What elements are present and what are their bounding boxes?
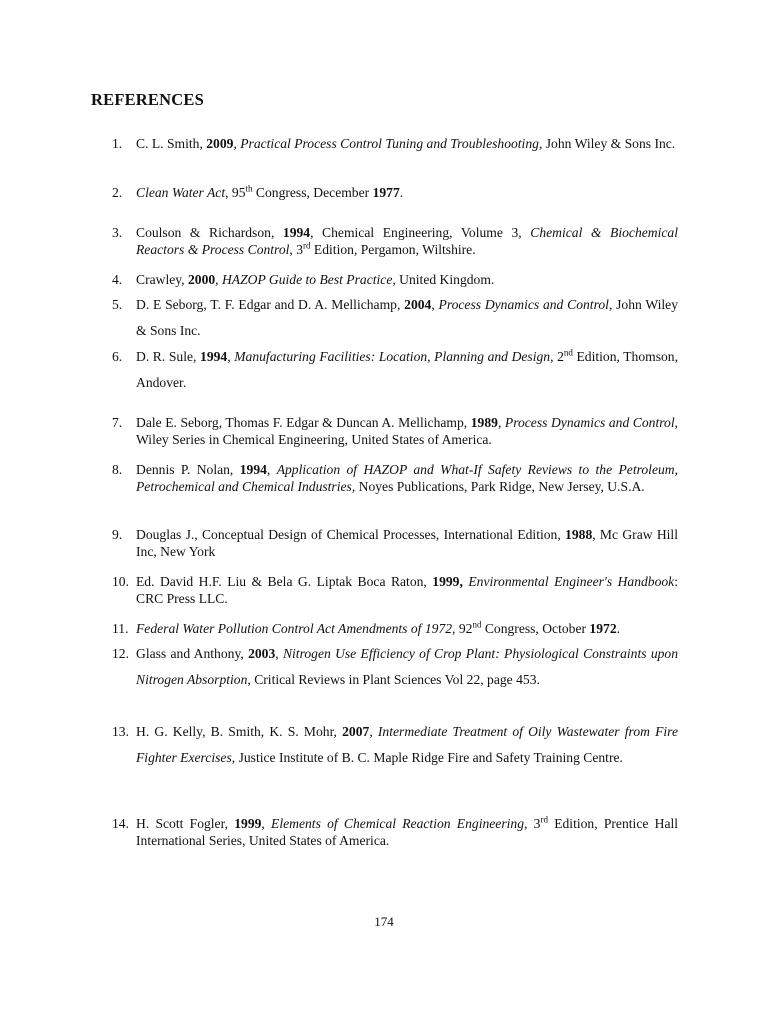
reference-item: 14. H. Scott Fogler, 1999, Elements of Chemical Reaction Engineering, 3rd Edition, Prentice Hall International Series, United States of America. [112, 814, 679, 848]
reference-item: 7. Dale E. Seborg, Thomas F. Edgar & Duncan A. Mellichamp, 1989, Process Dynamics and Control, Wiley Series in Chemical Engineering, United States of America. [112, 415, 679, 447]
reference-title: Manufacturing Facilities: Location, Planning and Design [234, 349, 551, 364]
references-heading: REFERENCES [91, 90, 204, 109]
reference-number: 1. [112, 136, 123, 151]
reference-title: Practical Process Control Tuning and Troubleshooting [240, 136, 539, 151]
reference-number: 4. [112, 272, 123, 287]
reference-number: 12. [112, 646, 129, 661]
reference-number: 3. [112, 225, 123, 240]
reference-item: 9. Douglas J., Conceptual Design of Chemical Processes, International Edition, 1988, Mc Graw Hill Inc, New York [112, 527, 678, 559]
reference-title: Chemical & Biochemical Reactors & Process Control [136, 225, 678, 257]
reference-item: 6. D. R. Sule, 1994, Manufacturing Facilities: Location, Planning and Design, 2nd Edition, Thomson, Andover. [112, 344, 678, 396]
reference-title: Intermediate Treatment of Oily Wastewater from Fire Fighter Exercises [136, 724, 679, 765]
reference-title: Process Dynamics and Control [504, 415, 675, 430]
reference-item: 2. Clean Water Act, 95th Congress, December 1977. [112, 183, 404, 200]
reference-number: 8. [112, 462, 123, 477]
reference-item: 5. D. E Seborg, T. F. Edgar and D. A. Mellichamp, 2004, Process Dynamics and Control, John Wiley & Sons Inc. [112, 292, 678, 344]
reference-number: 14. [112, 816, 129, 831]
reference-number: 7. [112, 415, 123, 430]
reference-number: 9. [112, 527, 123, 542]
reference-item: 10. Ed. David H.F. Liu & Bela G. Liptak Boca Raton, 1999, Environmental Engineer's Handbook: CRC Press LLC. [112, 574, 678, 606]
reference-item: 4. Crawley, 2000, HAZOP Guide to Best Practice, United Kingdom. [112, 272, 495, 287]
reference-number: 10. [112, 574, 129, 589]
reference-title: Elements of Chemical Reaction Engineering [271, 816, 525, 831]
reference-number: 13. [112, 724, 129, 739]
reference-number: 2. [112, 185, 123, 200]
reference-item: 12. Glass and Anthony, 2003, Nitrogen Use Efficiency of Crop Plant: Physiological Constraints upon Nitrogen Absorption, Critical Reviews in Plant Sciences Vol 22, page 453. [112, 641, 678, 693]
page-number: 174 [374, 914, 394, 929]
reference-item: 3. Coulson & Richardson, 1994, Chemical Engineering, Volume 3, Chemical & Biochemical Reactors & Process Control, 3rd Edition, Pergamon, Wiltshire. [112, 225, 678, 257]
reference-title: HAZOP Guide to Best Practice [221, 272, 393, 287]
reference-item: 8. Dennis P. Nolan, 1994, Application of HAZOP and What-If Safety Reviews to the Petroleum, Petrochemical and Chemical Industries, Noyes Publications, Park Ridge, New Jersey, U.S.A. [112, 462, 679, 494]
reference-title: Clean Water Act [136, 185, 226, 200]
reference-title: Environmental Engineer's Handbook [468, 574, 675, 589]
reference-title: Nitrogen Use Efficiency of Crop Plant: Physiological Constraints upon Nitrogen Absorption [136, 646, 679, 687]
reference-number: 6. [112, 349, 123, 364]
reference-title: Application of HAZOP and What-If Safety Reviews to the Petroleum, Petrochemical and Chemical Industries, [136, 462, 679, 494]
reference-title: Process Dynamics and Control [438, 297, 609, 312]
reference-item: 13. H. G. Kelly, B. Smith, K. S. Mohr, 2007, Intermediate Treatment of Oily Wastewater from Fire Fighter Exercises, Justice Institute of B. C. Maple Ridge Fire and Safety Training Centre. [112, 719, 678, 771]
reference-item: 1. C. L. Smith, 2009, Practical Process Control Tuning and Troubleshooting, John Wiley & Sons Inc. [112, 131, 678, 157]
reference-title: Federal Water Pollution Control Act Amendments of 1972 [136, 621, 453, 636]
reference-number: 5. [112, 297, 123, 312]
reference-item: 11. Federal Water Pollution Control Act Amendments of 1972, 92nd Congress, October 1972. [112, 619, 621, 636]
reference-number: 11. [112, 621, 129, 636]
